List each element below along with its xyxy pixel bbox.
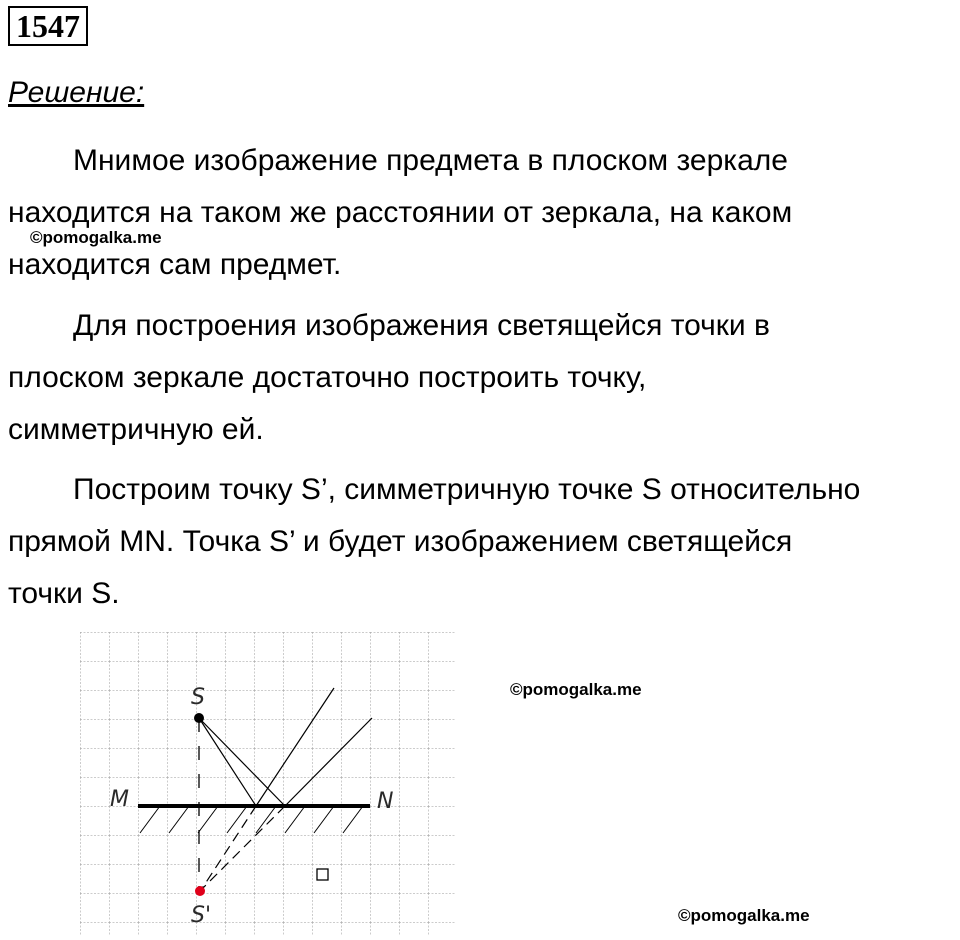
mirror-construction-diagram [70, 620, 455, 935]
point-s [194, 713, 204, 723]
label-s: S [191, 685, 205, 710]
small-square-marker [317, 869, 328, 880]
paragraph-3 [8, 464, 958, 620]
grid-background [80, 632, 455, 935]
paragraph-2-line-3: симметричную ей. [8, 413, 264, 446]
label-m: M [110, 787, 129, 812]
solution-heading: Решение: [8, 76, 145, 109]
paragraph-2-line-2: плоском зеркале достаточно построить точку, [8, 361, 647, 394]
paragraph-3-line-1: Построим точку S’, симметричную точке S относительно [73, 473, 861, 506]
paragraph-1-line-2: находится на таком же расстоянии от зеркала, на каком [8, 196, 793, 229]
paragraph-1-line-1: Мнимое изображение предмета в плоском зеркале [73, 144, 788, 177]
problem-number: 1547 [8, 6, 88, 46]
label-n: N [377, 789, 394, 814]
label-s-prime: S' [191, 903, 212, 928]
paragraph-1-line-3: находится сам предмет. [8, 248, 342, 281]
paragraph-3-line-3: точки S. [8, 577, 120, 610]
paragraph-3-line-2: прямой MN. Точка S’ и будет изображением светящейся [8, 525, 793, 558]
paragraph-2-line-1: Для построения изображения светящейся точки в [73, 309, 770, 342]
point-s-prime [195, 886, 205, 896]
paragraph-2 [8, 300, 958, 456]
watermark: ©pomogalka.me [510, 680, 642, 699]
watermark: ©pomogalka.me [30, 228, 162, 247]
watermark: ©pomogalka.me [678, 906, 810, 925]
paragraph-1 [8, 135, 958, 291]
